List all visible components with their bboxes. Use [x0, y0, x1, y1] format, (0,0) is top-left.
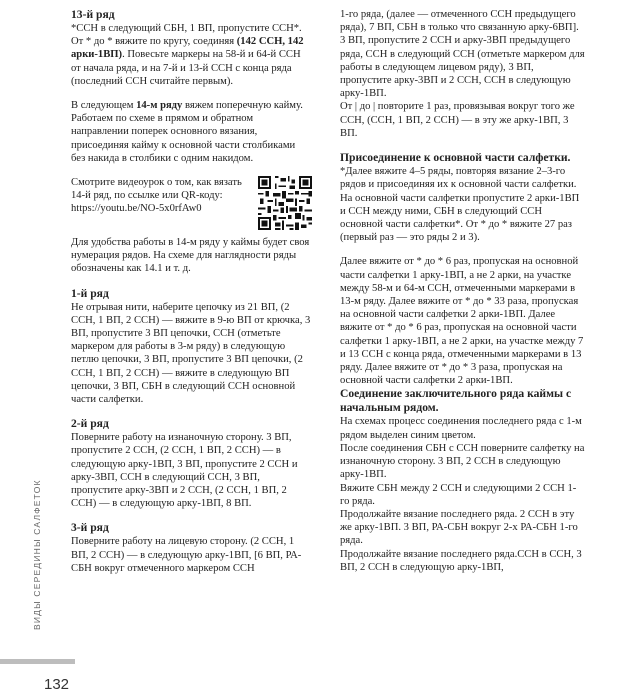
connection-text: На схемах процесс соединения последнего ряда с 1-м рядом выделен синим цветом. [340, 416, 582, 441]
connection-title: Соединение заключительного ряда каймы с начальным рядом. [340, 387, 572, 415]
connection-step-2: Вяжите СБН между 2 ССН и следующими 2 ССН 1-го ряда. [340, 482, 577, 507]
connection-step-3: Продолжайте вязание последнего ряда. 2 ССН в эту же арку-1ВП. 3 ВП, РА-СБН вокруг 2-х РА-СБН 1-го ряда. [340, 508, 578, 547]
section-side-label: ВИДЫ СЕРЕДИНЫ САЛФЕТОК [32, 479, 42, 630]
video-link-text[interactable]: Смотрите видеоурок о том, как вязать 14-й ряд, по ссылке или QR-коду: https://youtu.be/NO-5x0rfAw0 [71, 177, 242, 215]
row-1-text: Не отрывая нити, наберите цепочку из 21 ВП, (2 ССН, 1 ВП, 2 ССН) — вяжите в 9-ю ВП от крючка, 3 ВП, пропустите 3 ВП цепочки, ССН (отметьте маркером для работы в 3-м ряду) в следующую петлю цепочки, 3 ВП, пропустите 3 ВП цепочки, (2 ССН, 1 ВП, 2 ССН) — вяжите в следующую ВП цепочки, 3 ВП, СБН в следующий ССН основной части салфетки. [71, 301, 311, 406]
footer-bar [0, 659, 75, 664]
row-3-end: От | до | повторите 1 раз, провязывая вокруг того же ССН, (ССН, 1 ВП, 2 ССН) — в эту же арку-1ВП, 3 ВП. [340, 101, 575, 139]
join-repeat-text: Далее вяжите от * до * 6 раз, пропуская на основной части салфетки 1 арку-1ВП, а не 2 арки, на участке между 58-м и 64-м ССН, отмеченными маркерами в 13-м ряду. Далее вяжите от * до * 33 раза, пропуская на основной части салфетки 2 арки-1ВП. Далее вяжите от * до * 6 раз, пропуская на основной части салфетки 1 арку-1ВП, а не 2 арки, на участке между 7 и 13 ССН с конца ряда, отмеченными маркерами в 13 ряду. Далее вяжите от * до * 3 раза, пропуская на основной части салфетки 2 арки-1ВП. [340, 256, 584, 387]
row-numbering-note: Для удобства работы в 14-м ряду у каймы будет своя нумерация рядов. На схеме для наглядности ряды обозначены как 14.1 и т. д. [71, 237, 310, 275]
right-column [340, 8, 585, 574]
row-3-repeat: 3 ВП, пропустите 2 ССН и арку-3ВП предыдущего ряда, ССН в следующий ССН (отметьте маркером для работы в следующем лицевом ряду), 3 ВП, пропустите арку-3ВП и 2 ССН, ССН в следующую арку-1ВП. [340, 35, 585, 100]
row-2-title: 2-й ряд [71, 417, 109, 431]
video-block [71, 176, 312, 230]
left-column [71, 8, 312, 575]
qr-code-icon[interactable] [258, 176, 312, 230]
join-section: Присоединение к основной части салфетки. *Далее вяжите 4–5 ряды, повторяя вязание 2–3-го рядов и присоединяя их к основной части салфетки. На основной части салфетки пропустите 2 арки-1ВП и ССН между ними, СБН в следующий ССН основной части салфетки*. От * до * вяжите 27 раз (первый раз — это ряды 2 и 3). [340, 151, 580, 244]
connection-step-1: После соединения СБН с ССН поверните салфетку на изнаночную сторону. 3 ВП, 2 ССН в следующую арку-1ВП. [340, 442, 585, 481]
row-3-title: 3-й ряд [71, 521, 109, 535]
page-number: 132 [44, 676, 70, 693]
connection-step-4: Продолжайте вязание последнего ряда.ССН в ССН, 3 ВП, 2 ССН в следующую арку-1ВП, [340, 548, 582, 573]
row-1-title: 1-й ряд [71, 286, 109, 300]
row-3-continued: 1-го ряда, (далее — отмеченного ССН предыдущего ряда), 7 ВП, СБН в только что связанную арку-6ВП]. [340, 9, 579, 34]
row-2-text: Поверните работу на изнаночную сторону. 3 ВП, пропустите 2 ССН, (2 ССН, 1 ВП, 2 ССН) — в следующую арку-1ВП, 3 ВП, пропустите 2 ССН и арку-3ВП, ССН в следующий ССН, 3 ВП, пропустите арку-3ВП и 2 ССН, (2 ССН, 1 ВП, 2 ССН) — в следующую арку-1ВП, 8 ВП. [71, 432, 298, 510]
join-title: Присоединение к основной части салфетки. [340, 151, 571, 165]
row-14-intro: В следующем 14-м ряду вяжем поперечную кайму. Работаем по схеме в прямом и обратном направлении поперек основного вязания, присоединяя кайму к основной части столбиками без накида в столбики с одним накидом. [71, 100, 303, 164]
row-13-text: *ССН в следующий СБН, 1 ВП, пропустите ССН*. От * до * вяжите по кругу, соединяя (142 ССН, 142 арки-1ВП). Повесьте маркеры на 58-й и 64-й ССН от начала ряда, и на 7-й и 13-й ССН с конца ряда (последний ССН считайте первым). [71, 23, 304, 87]
row-13-title: 13-й ряд [71, 8, 115, 21]
row-3-text: Поверните работу на лицевую сторону. (2 ССН, 1 ВП, 2 ССН) — в следующую арку-1ВП, [6 ВП, РА-СБН вокруг отмеченного маркером ССН [71, 536, 302, 574]
